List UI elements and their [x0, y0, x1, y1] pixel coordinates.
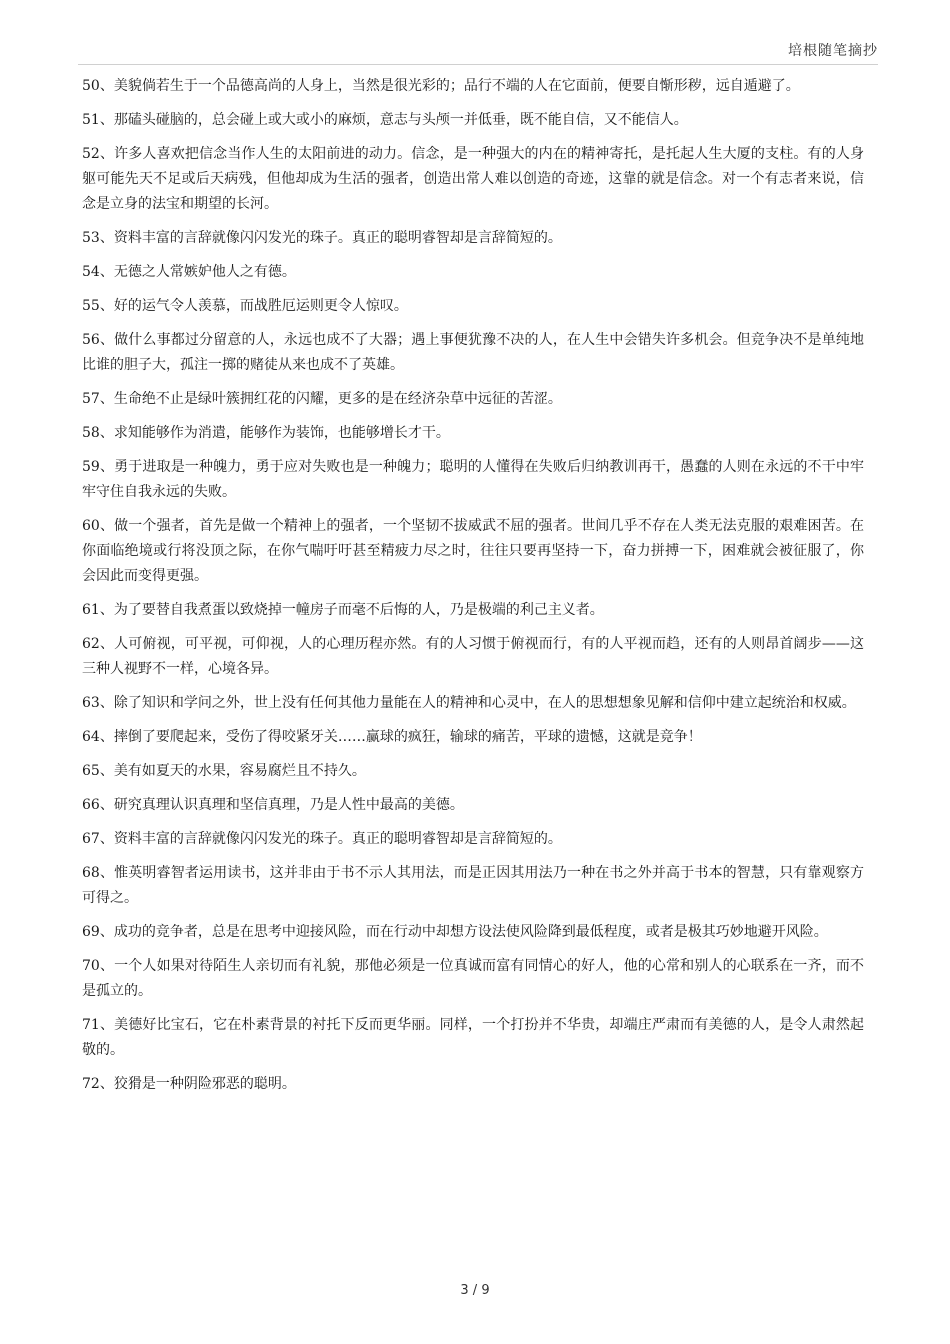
page-number: 3 / 9	[460, 1283, 490, 1298]
paragraph-69: 69、成功的竞争者，总是在思考中迎接风险，而在行动中却想方设法使风险降到最低程度，或者是极其巧妙地避开风险。	[82, 924, 828, 940]
paragraph-60: 60、做一个强者，首先是做一个精神上的强者，一个坚韧不拔威武不屈的强者。世间几乎不存在人类无法克服的艰难困苦。在你面临绝境或行将没顶之际，在你气喘吁吁甚至精疲力尽之时，往往只要再坚持一下，奋力拼搏一下，困难就会被征服了，你会因此而变得更强。	[82, 518, 864, 584]
document-body	[82, 74, 864, 1106]
paragraph-56: 56、做什么事都过分留意的人，永远也成不了大器；遇上事便犹豫不决的人，在人生中会错失许多机会。但竞争决不是单纯地比谁的胆子大，孤注一掷的赌徒从来也成不了英雄。	[82, 332, 864, 373]
paragraph-61: 61、为了要替自我煮蛋以致烧掉一幢房子而毫不后悔的人，乃是极端的利己主义者。	[82, 602, 604, 618]
paragraph-64: 64、摔倒了要爬起来，受伤了得咬紧牙关……赢球的疯狂，输球的痛苦，平球的遗憾，这就是竞争！	[82, 729, 702, 745]
paragraph-63: 63、除了知识和学问之外，世上没有任何其他力量能在人的精神和心灵中，在人的思想想象见解和信仰中建立起统治和权威。	[82, 695, 856, 711]
paragraph-68: 68、惟英明睿智者运用读书，这并非由于书不示人其用法，而是正因其用法乃一种在书之外并高于书本的智慧，只有靠观察方可得之。	[82, 865, 864, 906]
paragraph-71: 71、美德好比宝石，它在朴素背景的衬托下反而更华丽。同样，一个打扮并不华贵，却端庄严肃而有美德的人，是令人肃然起敬的。	[82, 1017, 864, 1058]
paragraph-53: 53、资料丰富的言辞就像闪闪发光的珠子。真正的聪明睿智却是言辞简短的。	[82, 230, 562, 246]
paragraph-66: 66、研究真理认识真理和坚信真理，乃是人性中最高的美德。	[82, 797, 464, 813]
paragraph-50: 50、美貌倘若生于一个品德高尚的人身上，当然是很光彩的；品行不端的人在它面前，便要自惭形秽，远自遁避了。	[82, 78, 800, 94]
paragraph-59: 59、勇于进取是一种魄力，勇于应对失败也是一种魄力；聪明的人懂得在失败后归纳教训再干，愚蠢的人则在永远的不干中牢牢守住自我永远的失败。	[82, 459, 864, 500]
paragraph-65: 65、美有如夏天的水果，容易腐烂且不持久。	[82, 763, 366, 779]
running-header: 培根随笔摘抄	[788, 43, 878, 59]
paragraph-52: 52、许多人喜欢把信念当作人生的太阳前进的动力。信念，是一种强大的内在的精神寄托，是托起人生大厦的支柱。有的人身躯可能先天不足或后天病残，但他却成为生活的强者，创造出常人难以创造的奇迹，这靠的就是信念。对一个有志者来说，信念是立身的法宝和期望的长河。	[82, 146, 864, 212]
header-rule	[78, 64, 878, 65]
paragraph-70: 70、一个人如果对待陌生人亲切而有礼貌，那他必须是一位真诚而富有同情心的好人，他的心常和别人的心联系在一齐，而不是孤立的。	[82, 958, 864, 999]
paragraph-51: 51、那磕头碰脑的，总会碰上或大或小的麻烦，意志与头颅一并低垂，既不能自信，又不能信人。	[82, 112, 688, 128]
paragraph-54: 54、无德之人常嫉妒他人之有德。	[82, 264, 296, 280]
paragraph-57: 57、生命绝不止是绿叶簇拥红花的闪耀，更多的是在经济杂草中远征的苦涩。	[82, 391, 562, 407]
paragraph-67: 67、资料丰富的言辞就像闪闪发光的珠子。真正的聪明睿智却是言辞简短的。	[82, 831, 562, 847]
paragraph-72: 72、狡猾是一种阴险邪恶的聪明。	[82, 1076, 296, 1092]
paragraph-62: 62、人可俯视，可平视，可仰视，人的心理历程亦然。有的人习惯于俯视而行，有的人平视而趋，还有的人则昂首阔步——这三种人视野不一样，心境各异。	[82, 636, 864, 677]
paragraph-58: 58、求知能够作为消遣，能够作为装饰，也能够增长才干。	[82, 425, 450, 441]
paragraph-55: 55、好的运气令人羡慕，而战胜厄运则更令人惊叹。	[82, 298, 408, 314]
